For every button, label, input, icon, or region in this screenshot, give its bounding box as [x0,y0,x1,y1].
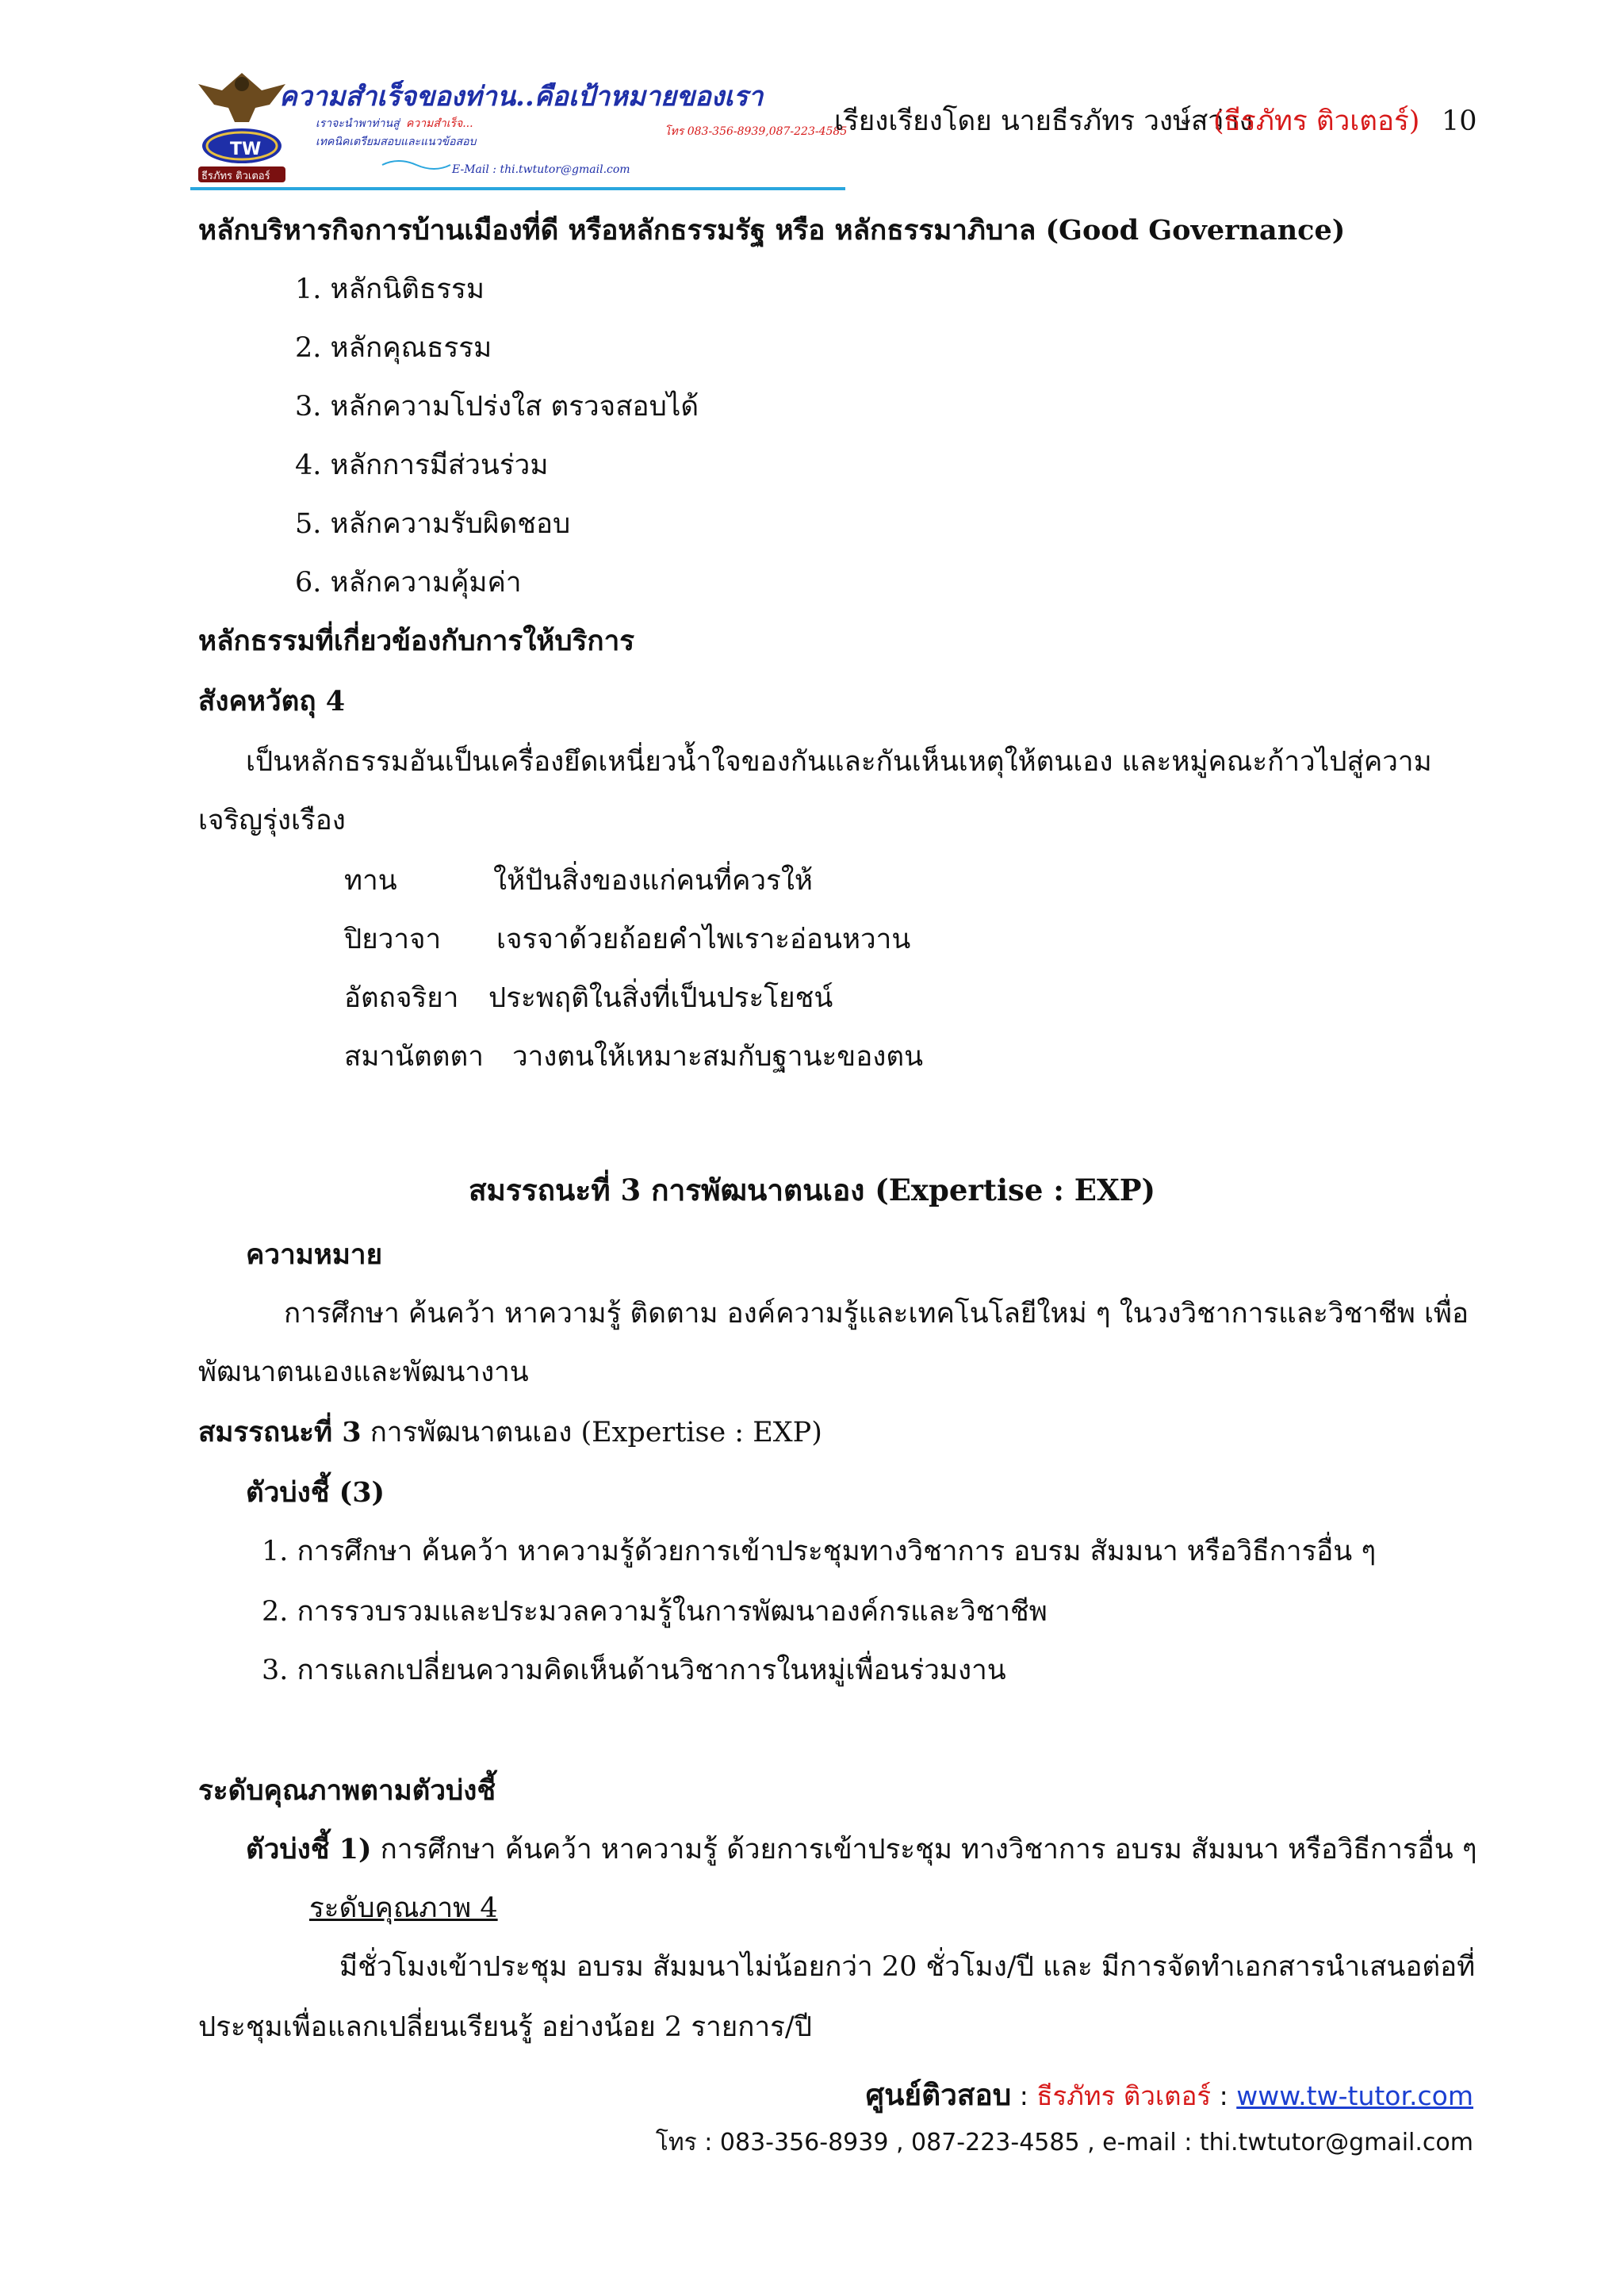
quality-level: ระดับคุณภาพ 4 [309,1892,498,1924]
footer-website-link[interactable]: www.tw-tutor.com [1236,2080,1473,2111]
quality-indicator-line [246,1831,1477,1868]
list-item: 4. หลักการมีส่วนร่วม [295,450,549,481]
competency-title: สมรรถนะที่ 3 การพัฒนาตนเอง (Expertise : EXP) [468,1173,1156,1207]
quality-indicator-label: ตัวบ่งชี้ 1) [246,1833,372,1866]
competency-repeat-text: การพัฒนาตนเอง (Expertise : EXP) [361,1417,822,1448]
quality-desc-line-2: ประชุมเพื่อแลกเปลี่ยนเรียนรู้ อย่างน้อย 2 รายการ/ปี [198,2011,812,2043]
term-description: วางตนให้เหมาะสมกับฐานะของตน [512,1041,923,1073]
logo-text: TW [230,140,262,159]
header-phone: โทร 083-356-8939,087-223-4585 [665,125,848,138]
footer-separator: : [1211,2080,1237,2111]
compiler-text: เรียงเรียงโดย นายธีรภัทร วงษ์สว่าง [834,105,1253,137]
competency-repeat-bold: สมรรถนะที่ 3 [198,1416,362,1448]
term-label: ปิยวาจา [344,924,442,955]
indicators-label: ตัวบ่งชี้ (3) [246,1476,385,1509]
footer-separator: : [1011,2080,1037,2111]
header-sub-slogan-1: เราจะนำพาท่านสู่ [316,117,400,130]
list-item: 6. หลักความคุ้มค่า [295,567,522,599]
header-divider [190,187,845,190]
footer-contact: โทร : 083-356-8939 , 087-223-4585 , e-mail : thi.twtutor@gmail.com [655,2129,1473,2156]
quality-desc-line-1: มีชั่วโมงเข้าประชุม อบรม สัมมนาไม่น้อยกว่า 20 ชั่วโมง/ปี และ มีการจัดทำเอกสารนำเสนอต่อที่ [339,1951,1476,1983]
service-paragraph-line-1: เป็นหลักธรรมอันเป็นเครื่องยึดเหนี่ยวน้ำใจของกันและกันเห็นเหตุให้ตนเอง และหมู่คณะก้าวไปสู่ความ [246,746,1432,778]
header-sub-slogan-3: เทคนิคเตรียมสอบและแนวข้อสอบ [316,136,477,148]
header-sub-slogan-2: ความสำเร็จ... [406,117,473,130]
term-label: ทาน [344,865,397,897]
indicator-item: 2. การรวบรวมและประมวลความรู้ในการพัฒนาองค์กรและวิชาชีพ [262,1596,1048,1628]
term-label: สมานัตตตา [344,1041,484,1073]
service-heading: หลักธรรมที่เกี่ยวข้องกับการให้บริการ [198,625,635,657]
logo-caption: ธีรภัทร ติวเตอร์ [201,170,270,182]
term-description: ประพฤติในสิ่งที่เป็นประโยชน์ [488,982,833,1014]
list-item: 5. หลักความรับผิดชอบ [295,508,571,540]
compiler-alias: (ธีรภัทร ติวเตอร์) [1213,105,1420,137]
quality-indicator-text: การศึกษา ค้นคว้า หาความรู้ ด้วยการเข้าประชุม ทางวิชาการ อบรม สัมมนา หรือวิธีการอื่น ๆ [371,1834,1477,1866]
footer-center-label: ศูนย์ติวสอบ [865,2078,1012,2112]
term-description: ให้ปันสิ่งของแก่คนที่ควรให้ [493,865,813,897]
decorative-flourish [381,157,452,173]
list-item: 1. หลักนิติธรรม [295,274,485,305]
list-item: 3. หลักความโปร่งใส ตรวจสอบได้ [295,391,699,423]
indicator-item: 3. การแลกเปลี่ยนความคิดเห็นด้านวิชาการในหมู่เพื่อนร่วมงาน [262,1655,1006,1686]
meaning-label: ความหมาย [246,1238,383,1271]
quality-heading: ระดับคุณภาพตามตัวบ่งชี้ [198,1774,496,1807]
list-item: 2. หลักคุณธรรม [295,332,492,364]
term-description: เจรจาด้วยถ้อยคำไพเราะอ่อนหวาน [496,924,911,955]
page-number: 10 [1442,105,1477,137]
term-label: อัตถจริยา [344,982,459,1014]
meaning-line-2: พัฒนาตนเองและพัฒนางาน [198,1357,529,1388]
good-governance-heading: หลักบริหารกิจการบ้านเมืองที่ดี หรือหลักธรรมรัฐ หรือ หลักธรรมาภิบาล (Good Governance) [198,214,1346,247]
footer-brand: ธีรภัทร ติวเตอร์ [1036,2080,1212,2111]
header-email: E-Mail : thi.twtutor@gmail.com [452,163,630,176]
footer-brand-line [866,2077,1473,2114]
competency-repeat-line [198,1414,822,1451]
service-paragraph-line-2: เจริญรุ่งเรือง [198,805,346,836]
service-subheading: สังคหวัตถุ 4 [198,685,346,718]
header-slogan: ความสำเร็จของท่าน..คือเป้าหมายของเรา [279,81,764,113]
meaning-line-1: การศึกษา ค้นคว้า หาความรู้ ติดตาม องค์ความรู้และเทคโนโลยีใหม่ ๆ ในวงวิชาการและวิชาชีพ เพื่อ [284,1298,1469,1330]
indicator-item: 1. การศึกษา ค้นคว้า หาความรู้ด้วยการเข้าประชุมทางวิชาการ อบรม สัมมนา หรือวิธีการอื่น ๆ [262,1536,1377,1567]
